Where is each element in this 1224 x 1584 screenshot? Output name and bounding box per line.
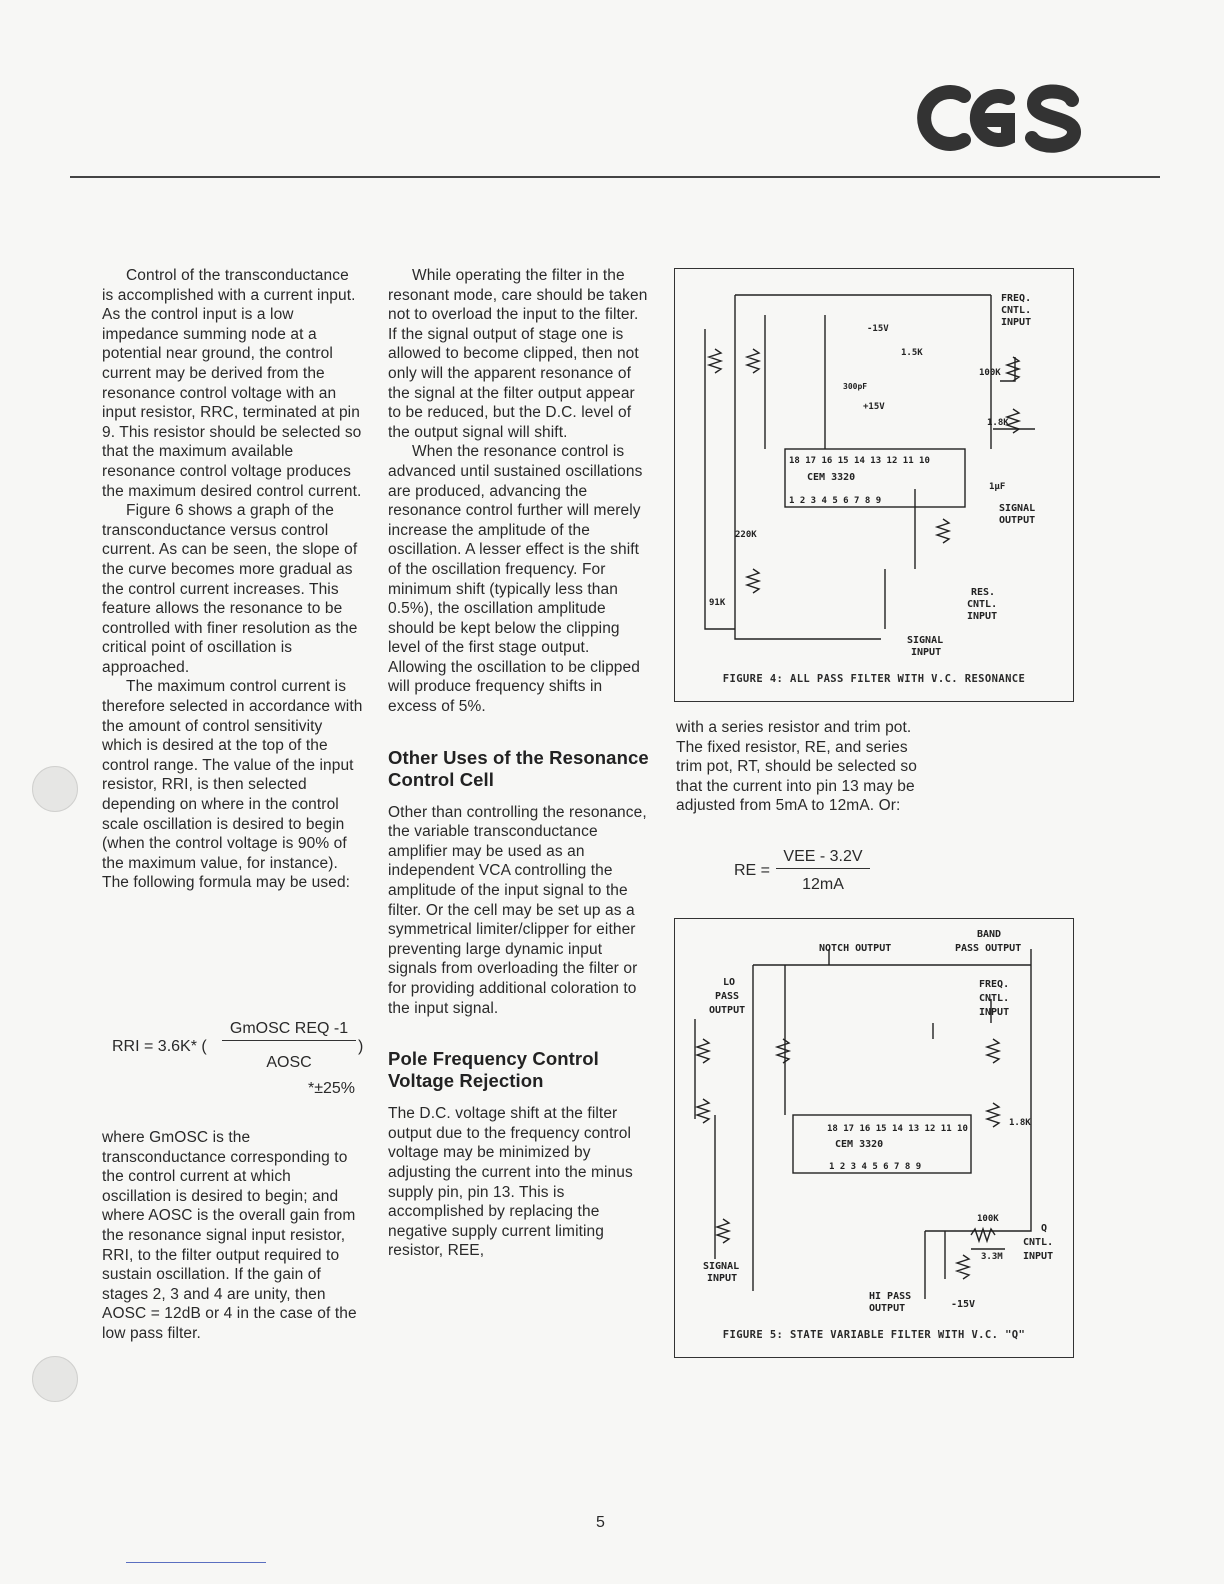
- paragraph: with a series resistor and trim pot. The fixed resistor, RE, and series trim pot, RT, should be selected so that the current into pin 13 may be adjusted from 5mA to 12mA. Or:: [676, 719, 918, 815]
- text-column-1-end: [102, 1128, 364, 1344]
- fig-label: CNTL.: [979, 993, 1010, 1004]
- fig-label: -15V: [951, 1299, 976, 1310]
- figure-4-caption: FIGURE 4: ALL PASS FILTER WITH V.C. RESONANCE: [722, 673, 1026, 685]
- fig-label: CNTL.: [1001, 305, 1032, 316]
- chip-label: CEM 3320: [835, 1139, 884, 1150]
- fig-label: 1µF: [989, 482, 1006, 492]
- formula-lhs: RE =: [734, 862, 771, 879]
- fig-label: 1.8K: [1009, 1118, 1031, 1128]
- fig-label: HI PASS: [869, 1291, 912, 1302]
- fig-label: SIGNAL: [999, 503, 1036, 514]
- footer-line: [126, 1562, 266, 1563]
- chip-pins-bottom: 1 2 3 4 5 6 7 8 9: [829, 1162, 922, 1172]
- fig-label: 220K: [735, 530, 757, 540]
- formula-note: *±25%: [308, 1080, 356, 1097]
- text-column-2: [388, 266, 650, 1261]
- fig-label: LO: [723, 977, 736, 988]
- paragraph: where GmOSC is the transconductance corresponding to the control current at which oscillation is desired to begin; and where AOSC is the overall gain from the resonance signal input resistor, RRI, to the filter output required to sustain oscillation. If the gain of stages 2, 3 and 4 are unity, then AOSC = 12dB or 4 in the case of the low pass filter.: [102, 1129, 357, 1342]
- fig-label: 300pF: [843, 382, 868, 391]
- chip-pins-top: 18 17 16 15 14 13 12 11 10: [789, 456, 930, 466]
- fig-label: Q: [1041, 1223, 1048, 1234]
- fig-label: OUTPUT: [999, 515, 1036, 526]
- figure-5: [674, 918, 1074, 1358]
- fig-label: INPUT: [979, 1007, 1010, 1018]
- section-heading: Pole Frequency Control Voltage Rejection: [388, 1048, 599, 1092]
- formula-denominator: AOSC: [266, 1054, 312, 1071]
- fig-label: OUTPUT: [869, 1303, 906, 1314]
- fig-label: CNTL.: [1023, 1237, 1054, 1248]
- rri-formula: [112, 1020, 368, 1102]
- fig-label: SIGNAL: [907, 635, 944, 646]
- fig-label: RES.: [971, 587, 996, 598]
- figure-4: [674, 268, 1074, 702]
- formula-lhs: RRI = 3.6K* (: [112, 1038, 207, 1055]
- fig-label: PASS OUTPUT: [955, 943, 1022, 954]
- fig-label: 100K: [977, 1214, 999, 1224]
- paragraph: While operating the filter in the resonant mode, care should be taken not to overload the input to the filter. If the signal output of stage one is allowed to become clipped, then not only will the apparent resonance of the signal at the filter output appear to be reduced, but the D.C. level of the output signal will shift.: [388, 267, 648, 441]
- paragraph: When the resonance control is advanced until sustained oscillations are produced, advancing the resonance control further will merely increase the amplitude of the oscillation. A lesser effect is the shift of the oscillation frequency. For minimum shift (typically less than 0.5%), the oscillation amplitude should be kept below the clipping level of the first stage output. Allowing the oscillation to be clipped will produce frequency shifts in excess of 5%.: [388, 443, 643, 716]
- paragraph: Figure 6 shows a graph of the transconductance versus control current. As can be seen, the slope of the curve becomes more gradual as the control current increases. This feature allows the resonance to be controlled with finer resolution as the critical point of oscillation is approached.: [102, 502, 358, 676]
- header-rule: [70, 176, 1160, 178]
- fig-label: INPUT: [1001, 317, 1032, 328]
- fig-label: INPUT: [1023, 1251, 1054, 1262]
- paragraph: The maximum control current is therefore selected in accordance with the amount of control sensitivity which is desired at the top of the control range. The value of the input resistor, RRI, is then selected depending on where in the control scale oscillation is desired to begin (when the control voltage is 90% of the maximum value, for instance). The following formula may be used:: [102, 678, 363, 892]
- fig-label: INPUT: [707, 1273, 738, 1284]
- fig-label: INPUT: [967, 611, 998, 622]
- chip-label: CEM 3320: [807, 472, 856, 483]
- punch-hole: [32, 766, 78, 812]
- fig-label: 3.3M: [981, 1252, 1003, 1262]
- formula-numerator: GmOSC REQ -1: [222, 1020, 356, 1041]
- formula-paren: ): [358, 1038, 364, 1055]
- fig-label: +15V: [863, 402, 885, 412]
- formula-denominator: 12mA: [802, 876, 844, 893]
- fig-label: INPUT: [911, 647, 942, 658]
- fig-label: CNTL.: [967, 599, 998, 610]
- ces-logo: [916, 80, 1084, 156]
- paragraph: The D.C. voltage shift at the filter output due to the frequency control voltage may be minimized by adjusting the current into the minus supply pin, pin 13. This is accomplished by replacing the negative supply current limiting resistor, REE,: [388, 1105, 633, 1260]
- fig-label: 1.8K: [987, 418, 1009, 428]
- fig-label: OUTPUT: [709, 1005, 746, 1016]
- page-number: 5: [596, 1514, 605, 1531]
- fig-label: 91K: [709, 598, 726, 608]
- re-formula: [734, 848, 894, 898]
- figure-5-caption: FIGURE 5: STATE VARIABLE FILTER WITH V.C. "Q": [722, 1329, 1026, 1341]
- fig-label: 1.5K: [901, 348, 923, 358]
- fig-label: BAND: [977, 929, 1002, 940]
- fig-label: 100K: [979, 368, 1001, 378]
- fig-label: SIGNAL: [703, 1261, 740, 1272]
- fig-label: PASS: [715, 991, 740, 1002]
- fig-label: NOTCH OUTPUT: [819, 943, 892, 954]
- formula-numerator: VEE - 3.2V: [776, 848, 870, 869]
- chip-pins-top: 18 17 16 15 14 13 12 11 10: [827, 1124, 968, 1134]
- punch-hole: [32, 1356, 78, 1402]
- fig-label: FREQ.: [1001, 293, 1032, 304]
- fig-label: -15V: [867, 324, 889, 334]
- chip-pins-bottom: 1 2 3 4 5 6 7 8 9: [789, 496, 882, 506]
- text-column-3: [676, 718, 936, 816]
- section-heading: Other Uses of the Resonance Control Cell: [388, 746, 649, 790]
- fig-label: FREQ.: [979, 979, 1010, 990]
- text-column-1: [102, 266, 364, 893]
- paragraph: Other than controlling the resonance, the variable transconductance amplifier may be used as an independent VCA controlling the amplitude of the input signal to the filter. Or the cell may be set up as a symmetrical limiter/clipper for either preventing large dynamic input signals from overloading the filter or for providing additional coloration to the input signal.: [388, 803, 647, 1017]
- paragraph: Control of the transconductance is accomplished with a current input. As the control input is a low impedance summing node at a potential near ground, the control current may be derived from the resonance control voltage with an input resistor, RRC, terminated at pin 9. This resistor should be selected so that the maximum available resonance control voltage produces the maximum desired control current.: [102, 267, 362, 500]
